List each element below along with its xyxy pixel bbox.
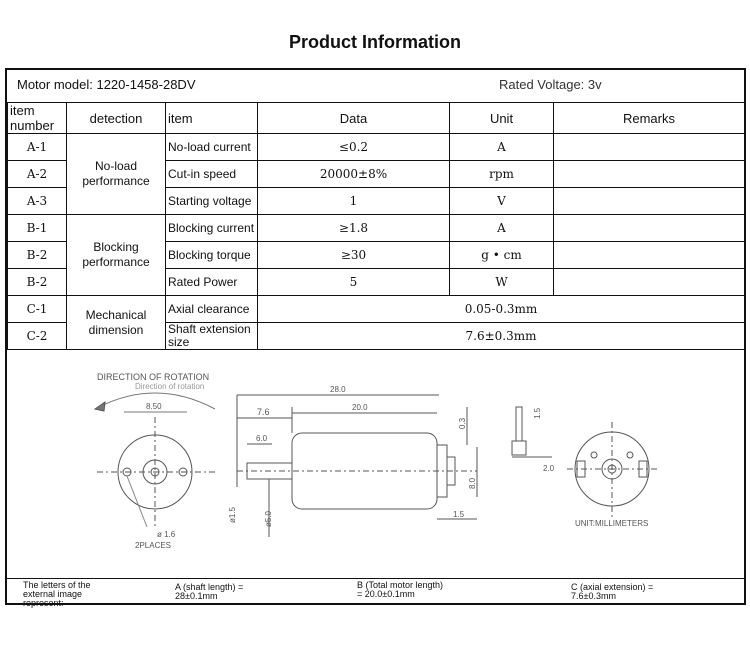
row-remarks xyxy=(554,188,745,215)
hole-diameter: ø 1.6 xyxy=(157,530,176,539)
dim-8-50: 8.50 xyxy=(146,402,162,411)
row-data: 1 xyxy=(258,188,450,215)
row-number: A-3 xyxy=(8,188,67,215)
row-data: ≥1.8 xyxy=(258,215,450,242)
row-number: C-2 xyxy=(8,323,67,350)
row-data: 20000±8% xyxy=(258,161,450,188)
row-remarks xyxy=(554,161,745,188)
row-unit: W xyxy=(450,269,554,296)
row-item: Shaft extension size xyxy=(166,323,258,350)
row-item: Blocking torque xyxy=(166,242,258,269)
row-data: ≤0.2 xyxy=(258,134,450,161)
row-unit: A xyxy=(450,134,554,161)
hole-places: 2PLACES xyxy=(135,541,172,550)
row-number: A-2 xyxy=(8,161,67,188)
legend-a: A (shaft length) = 28±0.1mm xyxy=(175,582,244,601)
dim-2: 2.0 xyxy=(543,464,555,473)
table-row xyxy=(8,296,745,323)
legend-c: C (axial extension) = 7.6±0.3mm xyxy=(571,582,654,601)
row-unit: g • cm xyxy=(450,242,554,269)
col-unit: Unit xyxy=(450,103,554,134)
col-remarks: Remarks xyxy=(554,103,745,134)
col-data: Data xyxy=(258,103,450,134)
row-item: Starting voltage xyxy=(166,188,258,215)
legend-b: B (Total motor length) = 20.0±0.1mm xyxy=(357,580,444,599)
col-item-number: item number xyxy=(8,103,67,134)
dim-1-5-bottom: 1.5 xyxy=(453,510,465,519)
row-remarks xyxy=(554,242,745,269)
group-mechanical: Mechanical dimension xyxy=(67,296,166,350)
side-view xyxy=(228,385,477,537)
dim-0-3: 0.3 xyxy=(458,417,467,429)
sheet-header xyxy=(7,70,744,103)
page-title: Product Information xyxy=(289,32,461,52)
row-number: B-2 xyxy=(8,269,67,296)
technical-drawing xyxy=(7,347,744,579)
row-item: No-load current xyxy=(166,134,258,161)
rated-voltage: Rated Voltage: 3v xyxy=(499,77,602,92)
row-number: C-1 xyxy=(8,296,67,323)
row-number: A-1 xyxy=(8,134,67,161)
units-label: UNIT:MILLIMETERS xyxy=(575,519,649,528)
motor-model: Motor model: 1220-1458-28DV xyxy=(17,77,196,92)
col-item: item xyxy=(166,103,258,134)
row-unit: rpm xyxy=(450,161,554,188)
direction-sublabel: Direction of rotation xyxy=(135,382,205,391)
row-remarks xyxy=(554,215,745,242)
terminal-detail xyxy=(512,407,555,473)
dim-1-5-top: 1.5 xyxy=(533,407,542,419)
table-row xyxy=(8,215,745,242)
row-data: 5 xyxy=(258,269,450,296)
col-detection: detection xyxy=(67,103,166,134)
row-number: B-1 xyxy=(8,215,67,242)
dim-8: 8.0 xyxy=(468,477,477,489)
legend-label: The letters of the external image represent: xyxy=(23,580,91,608)
row-data: 7.6±0.3mm xyxy=(258,323,745,350)
dim-boss-dia: ø5.0 xyxy=(264,510,273,527)
arrow-head-icon xyxy=(95,402,105,411)
row-item: Cut-in speed xyxy=(166,161,258,188)
dim-20: 20.0 xyxy=(352,403,368,412)
row-item: Axial clearance xyxy=(166,296,258,323)
row-remarks xyxy=(554,269,745,296)
row-item: Blocking current xyxy=(166,215,258,242)
front-view xyxy=(95,372,217,550)
row-item: Rated Power xyxy=(166,269,258,296)
direction-label: DIRECTION OF ROTATION xyxy=(97,372,210,382)
row-data: 0.05-0.3mm xyxy=(258,296,745,323)
row-unit: A xyxy=(450,215,554,242)
dim-28: 28.0 xyxy=(330,385,346,394)
row-data: ≥30 xyxy=(258,242,450,269)
spec-table xyxy=(7,102,745,350)
footer-legend xyxy=(7,578,744,608)
row-remarks xyxy=(554,134,745,161)
row-unit: V xyxy=(450,188,554,215)
table-header-row xyxy=(8,103,745,134)
row-number: B-2 xyxy=(8,242,67,269)
spec-sheet xyxy=(5,68,746,608)
group-blocking: Blocking performance xyxy=(67,215,166,296)
dim-7-6: 7.6 xyxy=(257,407,270,417)
group-no-load: No-load performance xyxy=(67,134,166,215)
dim-shaft-dia: ø1.5 xyxy=(228,506,237,523)
table-row xyxy=(8,134,745,161)
dim-6: 6.0 xyxy=(256,434,268,443)
rear-view xyxy=(567,422,657,528)
